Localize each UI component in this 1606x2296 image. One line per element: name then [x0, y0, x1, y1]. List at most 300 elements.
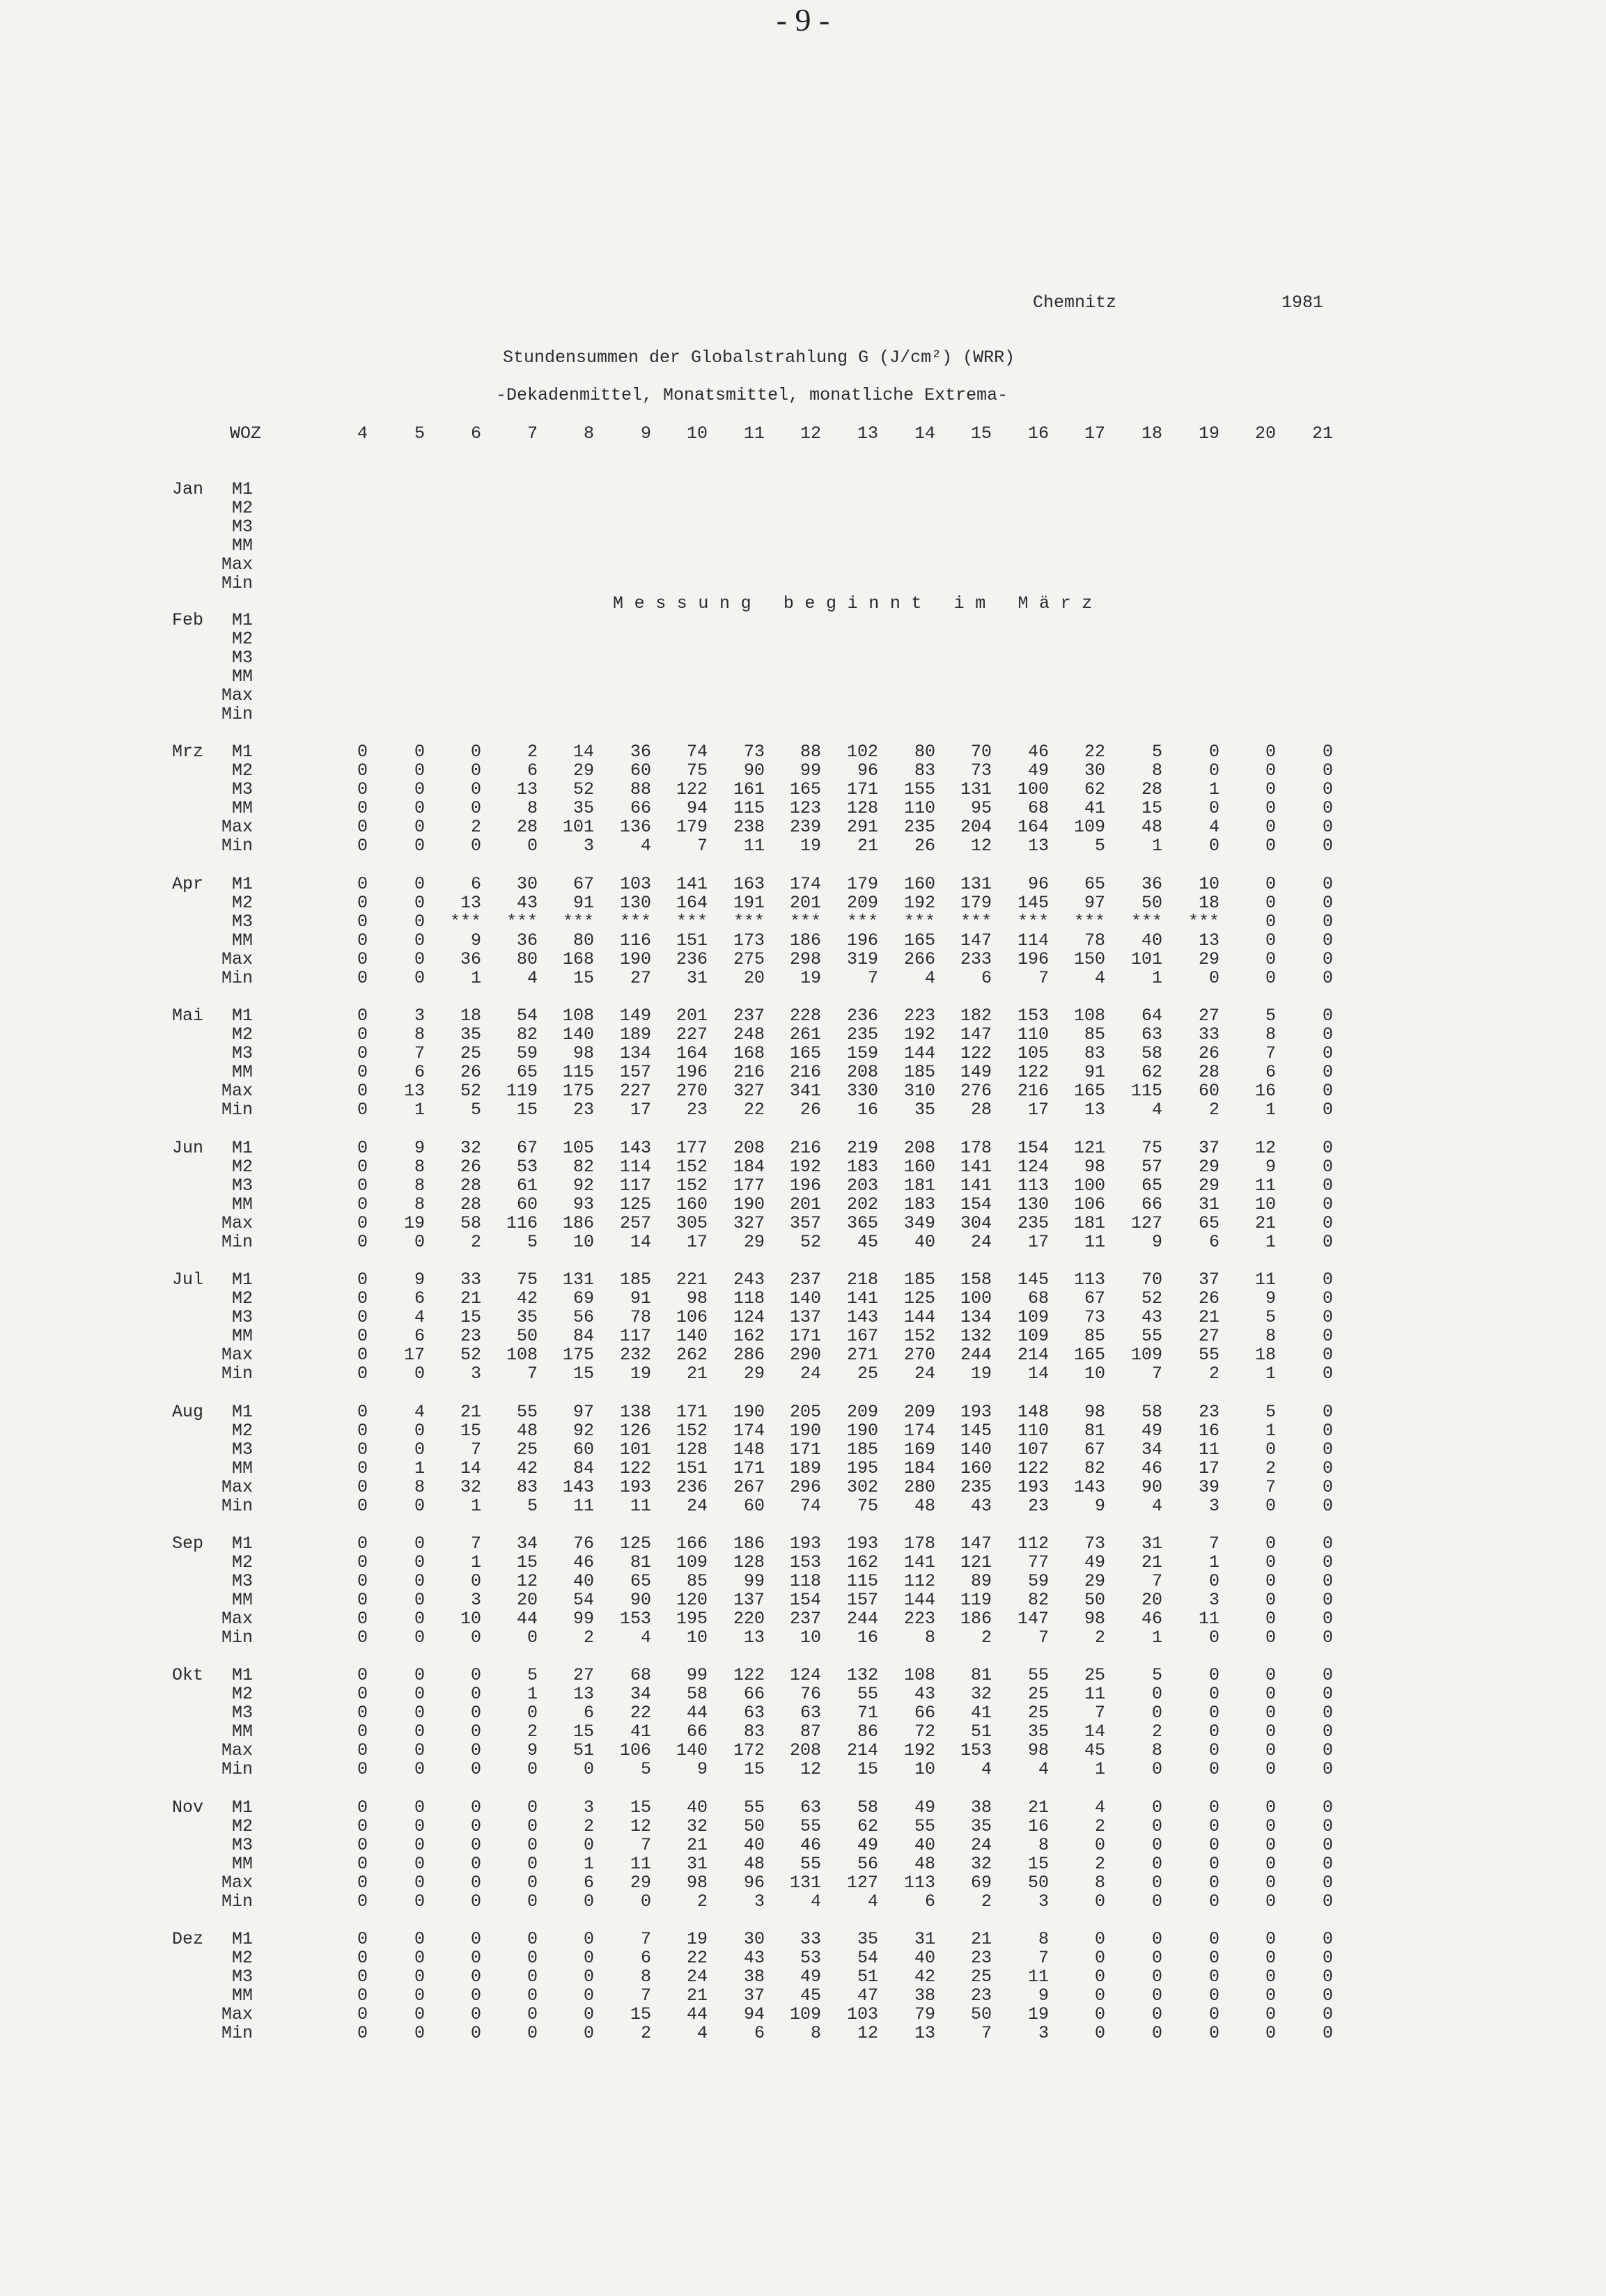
table-cell: 0 — [357, 1797, 368, 1818]
table-cell: 0 — [414, 874, 425, 894]
table-cell: 91 — [572, 893, 594, 913]
table-cell: 0 — [357, 912, 368, 932]
table-cell: 56 — [572, 1307, 594, 1327]
table-cell: 0 — [357, 1176, 368, 1196]
table-cell: 55 — [800, 1816, 821, 1836]
table-cell: 57 — [1141, 1157, 1162, 1177]
table-cell: 0 — [414, 1891, 425, 1912]
table-cell: 66 — [630, 798, 651, 818]
table-cell: 174 — [733, 1421, 765, 1441]
table-cell: 29 — [630, 1873, 651, 1893]
table-cell: 119 — [506, 1081, 538, 1101]
row-label: M1 — [231, 1797, 253, 1818]
row-label: M3 — [231, 779, 253, 799]
table-cell: *** — [960, 912, 992, 932]
table-cell: 0 — [357, 1627, 368, 1648]
table-cell: 115 — [733, 798, 765, 818]
row-label: MM — [231, 536, 253, 556]
table-cell: 10 — [914, 1759, 935, 1779]
table-cell: 75 — [857, 1496, 878, 1516]
table-cell: 94 — [743, 2004, 765, 2024]
table-cell: 0 — [414, 742, 425, 762]
table-cell: 140 — [676, 1740, 708, 1760]
table-cell: 32 — [460, 1477, 481, 1497]
table-cell: 171 — [676, 1402, 708, 1422]
table-cell: 9 — [470, 930, 481, 951]
table-cell: 152 — [676, 1176, 708, 1196]
table-cell: 205 — [789, 1402, 821, 1422]
table-cell: 99 — [572, 1609, 594, 1629]
table-cell: 18 — [460, 1006, 481, 1026]
table-cell: 27 — [1198, 1326, 1219, 1346]
table-cell: 0 — [357, 1364, 368, 1384]
table-cell: 27 — [572, 1665, 594, 1685]
table-cell: 158 — [960, 1270, 992, 1290]
table-cell: 0 — [1322, 1307, 1333, 1327]
table-cell: 54 — [516, 1006, 538, 1026]
table-cell: 0 — [414, 1703, 425, 1723]
table-cell: 9 — [1265, 1288, 1276, 1309]
table-cell: 0 — [1322, 968, 1333, 988]
row-label: Max — [221, 685, 254, 705]
row-label: Min — [221, 1627, 254, 1648]
table-cell: 0 — [357, 949, 368, 969]
table-cell: 65 — [516, 1062, 538, 1082]
table-cell: 12 — [857, 2023, 878, 2043]
table-cell: 24 — [914, 1364, 935, 1384]
table-cell: 0 — [414, 1835, 425, 1855]
table-cell: 0 — [1322, 1364, 1333, 1384]
table-cell: 20 — [516, 1590, 538, 1610]
table-cell: 60 — [572, 1439, 594, 1460]
table-cell: 0 — [1322, 1665, 1333, 1685]
row-label: M2 — [231, 893, 253, 913]
table-cell: 38 — [743, 1967, 765, 1987]
table-cell: 0 — [357, 1590, 368, 1610]
table-cell: 9 — [1094, 1496, 1105, 1516]
table-cell: 0 — [1151, 1891, 1162, 1912]
table-cell: 0 — [1208, 1891, 1219, 1912]
table-cell: 114 — [1017, 930, 1049, 951]
table-cell: 123 — [789, 798, 821, 818]
table-cell: 0 — [357, 2004, 368, 2024]
table-cell: 5 — [527, 1232, 538, 1252]
table-cell: 117 — [619, 1326, 651, 1346]
table-cell: 66 — [743, 1684, 765, 1704]
table-cell: 208 — [846, 1062, 878, 1082]
table-cell: 0 — [357, 1665, 368, 1685]
table-cell: 27 — [1198, 1006, 1219, 1026]
table-cell: 28 — [970, 1100, 992, 1120]
table-cell: 5 — [527, 1496, 538, 1516]
table-cell: 185 — [903, 1062, 935, 1082]
table-cell: 26 — [460, 1157, 481, 1177]
table-cell: 26 — [1198, 1288, 1219, 1309]
table-cell: 84 — [572, 1458, 594, 1478]
table-cell: 95 — [970, 798, 992, 818]
table-cell: 0 — [1208, 1816, 1219, 1836]
table-cell: 0 — [1322, 1439, 1333, 1460]
table-cell: 115 — [846, 1571, 878, 1591]
table-cell: 0 — [357, 1477, 368, 1497]
table-cell: 60 — [630, 760, 651, 781]
table-cell: 141 — [960, 1157, 992, 1177]
table-cell: 162 — [733, 1326, 765, 1346]
table-cell: 365 — [846, 1213, 878, 1233]
table-cell: 0 — [1208, 968, 1219, 988]
table-cell: 153 — [619, 1609, 651, 1629]
table-cell: 0 — [357, 2023, 368, 2043]
table-cell: 83 — [1084, 1043, 1105, 1063]
table-cell: 171 — [789, 1439, 821, 1460]
table-cell: 190 — [846, 1421, 878, 1441]
table-cell: 0 — [1208, 760, 1219, 781]
table-cell: 72 — [914, 1721, 935, 1742]
table-cell: 19 — [1027, 2004, 1049, 2024]
row-label: M2 — [231, 1552, 253, 1572]
table-cell: 0 — [1208, 1929, 1219, 1949]
table-cell: 22 — [1084, 742, 1105, 762]
table-cell: 0 — [357, 1232, 368, 1252]
table-cell: 33 — [800, 1929, 821, 1949]
table-cell: 270 — [903, 1345, 935, 1365]
table-cell: 130 — [1017, 1194, 1049, 1215]
table-cell: 0 — [527, 2023, 538, 2043]
table-cell: 28 — [516, 817, 538, 837]
table-cell: 6 — [640, 1948, 651, 1968]
table-cell: 75 — [1141, 1138, 1162, 1158]
table-cell: 0 — [357, 1270, 368, 1290]
table-cell: 0 — [1322, 836, 1333, 856]
table-cell: 50 — [1084, 1590, 1105, 1610]
table-cell: 9 — [1038, 1985, 1049, 2006]
table-cell: 58 — [1141, 1043, 1162, 1063]
table-cell: 0 — [1265, 760, 1276, 781]
table-cell: 227 — [619, 1081, 651, 1101]
table-cell: 7 — [470, 1439, 481, 1460]
table-cell: 186 — [733, 1533, 765, 1554]
row-label: Max — [221, 1345, 254, 1365]
table-cell: 0 — [1265, 1571, 1276, 1591]
table-cell: 168 — [562, 949, 594, 969]
table-cell: 0 — [1151, 1985, 1162, 2006]
table-cell: 22 — [630, 1703, 651, 1723]
table-cell: 42 — [914, 1967, 935, 1987]
table-cell: 0 — [1265, 1533, 1276, 1554]
table-cell: 58 — [1141, 1402, 1162, 1422]
row-label: M1 — [231, 1270, 253, 1290]
table-cell: 127 — [846, 1873, 878, 1893]
table-cell: 0 — [583, 1891, 594, 1912]
table-cell: 190 — [789, 1421, 821, 1441]
table-cell: 91 — [630, 1288, 651, 1309]
table-cell: 96 — [743, 1873, 765, 1893]
table-cell: 19 — [686, 1929, 708, 1949]
table-cell: 36 — [460, 949, 481, 969]
table-cell: 2 — [1208, 1364, 1219, 1384]
table-cell: 15 — [572, 968, 594, 988]
row-label: M3 — [231, 1176, 253, 1196]
table-cell: 21 — [686, 1835, 708, 1855]
table-cell: 113 — [1017, 1176, 1049, 1196]
row-label: Max — [221, 1081, 254, 1101]
table-cell: 168 — [733, 1043, 765, 1063]
table-cell: 100 — [960, 1288, 992, 1309]
table-cell: 3 — [1038, 1891, 1049, 1912]
row-label: MM — [231, 1062, 253, 1082]
table-cell: 203 — [846, 1176, 878, 1196]
table-cell: 0 — [357, 1213, 368, 1233]
table-cell: 190 — [733, 1194, 765, 1215]
table-cell: 109 — [676, 1552, 708, 1572]
table-cell: 32 — [460, 1138, 481, 1158]
table-cell: 186 — [960, 1609, 992, 1629]
table-cell: 0 — [1094, 1929, 1105, 1949]
table-cell: 20 — [743, 968, 765, 988]
table-cell: 0 — [1208, 1835, 1219, 1855]
table-cell: 140 — [960, 1439, 992, 1460]
table-cell: 0 — [527, 1854, 538, 1874]
table-cell: 193 — [789, 1533, 821, 1554]
table-cell: 110 — [1017, 1421, 1049, 1441]
table-cell: 17 — [686, 1232, 708, 1252]
table-cell: 0 — [414, 930, 425, 951]
table-cell: 0 — [1322, 1759, 1333, 1779]
table-cell: 5 — [1265, 1307, 1276, 1327]
table-cell: 0 — [1322, 1477, 1333, 1497]
table-cell: 0 — [357, 1571, 368, 1591]
table-cell: 8 — [1265, 1326, 1276, 1346]
table-cell: 30 — [743, 1929, 765, 1949]
table-cell: 0 — [414, 912, 425, 932]
table-cell: 38 — [970, 1797, 992, 1818]
table-cell: 0 — [1208, 1873, 1219, 1893]
row-label: MM — [231, 1590, 253, 1610]
table-cell: 0 — [527, 1816, 538, 1836]
table-cell: 4 — [527, 968, 538, 988]
table-cell: 13 — [460, 893, 481, 913]
table-cell: 81 — [630, 1552, 651, 1572]
table-cell: 144 — [903, 1307, 935, 1327]
table-cell: 49 — [914, 1797, 935, 1818]
table-cell: 171 — [789, 1326, 821, 1346]
table-cell: 122 — [733, 1665, 765, 1685]
table-cell: 169 — [903, 1439, 935, 1460]
table-cell: 36 — [1141, 874, 1162, 894]
table-cell: 0 — [1322, 1684, 1333, 1704]
hour-header-cell: 5 — [414, 423, 425, 444]
table-cell: 0 — [1265, 1929, 1276, 1949]
table-cell: 15 — [572, 1364, 594, 1384]
table-cell: 0 — [1265, 912, 1276, 932]
table-cell: 20 — [1141, 1590, 1162, 1610]
table-cell: 11 — [1084, 1684, 1105, 1704]
row-label: MM — [231, 1458, 253, 1478]
table-cell: 0 — [414, 1232, 425, 1252]
table-cell: 28 — [1141, 779, 1162, 799]
table-cell: 1 — [470, 1552, 481, 1572]
table-cell: 0 — [414, 1967, 425, 1987]
table-cell: 0 — [1208, 1684, 1219, 1704]
table-cell: 0 — [1094, 1891, 1105, 1912]
table-cell: 0 — [357, 1854, 368, 1874]
table-cell: 152 — [676, 1157, 708, 1177]
table-cell: 45 — [857, 1232, 878, 1252]
table-cell: 195 — [846, 1458, 878, 1478]
month-label: Okt — [172, 1665, 204, 1685]
table-cell: 143 — [846, 1307, 878, 1327]
table-cell: 1 — [1208, 1552, 1219, 1572]
table-cell: 4 — [640, 1627, 651, 1648]
table-cell: 90 — [630, 1590, 651, 1610]
table-cell: 34 — [516, 1533, 538, 1554]
table-cell: 43 — [743, 1948, 765, 1968]
table-cell: 233 — [960, 949, 992, 969]
table-cell: 81 — [970, 1665, 992, 1685]
table-cell: 25 — [460, 1043, 481, 1063]
table-cell: 151 — [676, 1458, 708, 1478]
table-cell: 0 — [1322, 893, 1333, 913]
table-cell: 193 — [1017, 1477, 1049, 1497]
table-cell: 0 — [1322, 760, 1333, 781]
table-cell: 147 — [1017, 1609, 1049, 1629]
table-cell: 30 — [516, 874, 538, 894]
table-cell: 80 — [914, 742, 935, 762]
hour-header-cell: 7 — [527, 423, 538, 444]
table-cell: 55 — [1027, 1665, 1049, 1685]
table-cell: 0 — [1322, 874, 1333, 894]
table-cell: 191 — [733, 893, 765, 913]
table-cell: 21 — [1254, 1213, 1276, 1233]
row-label: Min — [221, 573, 254, 593]
table-cell: 1 — [1265, 1100, 1276, 1120]
table-cell: 204 — [960, 817, 992, 837]
table-cell: 19 — [630, 1364, 651, 1384]
table-cell: 52 — [460, 1081, 481, 1101]
table-cell: 271 — [846, 1345, 878, 1365]
table-cell: 216 — [789, 1138, 821, 1158]
table-cell: 0 — [414, 1854, 425, 1874]
table-cell: 43 — [516, 893, 538, 913]
table-cell: 305 — [676, 1213, 708, 1233]
table-cell: 0 — [1151, 2023, 1162, 2043]
table-cell: 32 — [970, 1854, 992, 1874]
table-cell: 257 — [619, 1213, 651, 1233]
table-cell: 6 — [924, 1891, 935, 1912]
table-cell: 157 — [846, 1590, 878, 1610]
table-cell: 6 — [470, 874, 481, 894]
table-cell: 2 — [981, 1627, 992, 1648]
table-cell: 21 — [1027, 1797, 1049, 1818]
table-cell: 0 — [357, 1816, 368, 1836]
table-cell: 267 — [733, 1477, 765, 1497]
table-cell: 0 — [470, 1740, 481, 1760]
table-cell: 78 — [630, 1307, 651, 1327]
table-cell: 0 — [1151, 1873, 1162, 1893]
table-cell: 35 — [460, 1024, 481, 1045]
table-cell: 106 — [676, 1307, 708, 1327]
table-cell: 0 — [1322, 1100, 1333, 1120]
table-cell: 145 — [1017, 893, 1049, 913]
hour-header-cell: 14 — [914, 423, 935, 444]
table-cell: 183 — [903, 1194, 935, 1215]
table-cell: 60 — [516, 1194, 538, 1215]
table-cell: 0 — [470, 1627, 481, 1648]
table-cell: 0 — [1322, 1873, 1333, 1893]
table-cell: 0 — [1208, 798, 1219, 818]
table-cell: 0 — [357, 1288, 368, 1309]
table-cell: 0 — [414, 1439, 425, 1460]
table-cell: 5 — [1265, 1006, 1276, 1026]
table-cell: 14 — [630, 1232, 651, 1252]
table-cell: 37 — [743, 1985, 765, 2006]
row-label: M2 — [231, 1684, 253, 1704]
table-cell: 108 — [506, 1345, 538, 1365]
table-cell: 0 — [1322, 1043, 1333, 1063]
table-cell: 0 — [1322, 1345, 1333, 1365]
table-cell: 0 — [1322, 1288, 1333, 1309]
row-label: M3 — [231, 1043, 253, 1063]
table-cell: 0 — [357, 742, 368, 762]
table-cell: 8 — [924, 1627, 935, 1648]
table-cell: 0 — [1265, 1854, 1276, 1874]
table-cell: 17 — [403, 1345, 425, 1365]
table-cell: 0 — [357, 1985, 368, 2006]
table-cell: 54 — [572, 1590, 594, 1610]
table-cell: 341 — [789, 1081, 821, 1101]
table-cell: 66 — [914, 1703, 935, 1723]
table-cell: 177 — [733, 1176, 765, 1196]
table-cell: 25 — [1027, 1703, 1049, 1723]
table-cell: 67 — [1084, 1288, 1105, 1309]
table-cell: 0 — [357, 1345, 368, 1365]
hour-header-cell: 15 — [970, 423, 992, 444]
table-cell: 0 — [357, 1421, 368, 1441]
table-cell: 193 — [846, 1533, 878, 1554]
table-cell: 23 — [460, 1326, 481, 1346]
table-cell: 0 — [1265, 817, 1276, 837]
table-cell: 0 — [1151, 1703, 1162, 1723]
table-cell: 9 — [696, 1759, 708, 1779]
table-cell: 69 — [572, 1288, 594, 1309]
table-cell: 0 — [357, 1062, 368, 1082]
table-cell: 109 — [1017, 1307, 1049, 1327]
table-cell: 15 — [572, 1721, 594, 1742]
table-cell: 38 — [914, 1985, 935, 2006]
table-cell: 118 — [733, 1288, 765, 1309]
table-cell: 6 — [414, 1288, 425, 1309]
table-cell: 48 — [516, 1421, 538, 1441]
table-cell: 0 — [414, 1721, 425, 1742]
table-cell: 4 — [1094, 1797, 1105, 1818]
table-cell: 0 — [1265, 968, 1276, 988]
table-cell: 0 — [1265, 1439, 1276, 1460]
table-cell: 0 — [1265, 1797, 1276, 1818]
table-cell: 76 — [572, 1533, 594, 1554]
table-cell: 29 — [1084, 1571, 1105, 1591]
table-cell: 60 — [743, 1496, 765, 1516]
table-cell: 270 — [676, 1081, 708, 1101]
table-cell: 0 — [470, 1985, 481, 2006]
table-cell: 46 — [1027, 742, 1049, 762]
row-label: MM — [231, 1854, 253, 1874]
table-cell: 59 — [1027, 1571, 1049, 1591]
table-cell: 148 — [1017, 1402, 1049, 1422]
measurement-notice: Messung beginnt im März — [613, 593, 1103, 614]
table-cell: 4 — [867, 1891, 878, 1912]
table-cell: 0 — [583, 1759, 594, 1779]
table-cell: 50 — [516, 1326, 538, 1346]
